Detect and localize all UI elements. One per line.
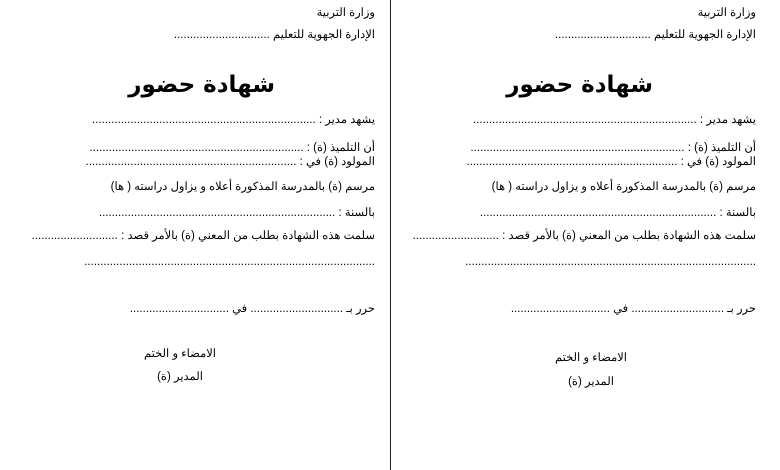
regional-admin-line: الإدارة الجهوية للتعليم .............................. <box>554 29 756 41</box>
certificate-title: شهادة حضور <box>128 72 275 98</box>
student-line: أن التلميذ (ة) : ................................................................... <box>470 142 756 154</box>
enrolled-line: مرسم (ة) بالمدرسة المذكورة أعلاه و يزاول دراسته ( ها) <box>110 181 375 193</box>
year-line: بالسنة : .......................................................................... <box>479 207 756 219</box>
born-line: المولود (ة) في : .................................................................. <box>466 156 756 168</box>
issued-for-line: سلمت هذه الشهادة بطلب من المعني (ة) بالأمر قصد : ........................... <box>412 230 756 242</box>
year-line: بالسنة : .......................................................................... <box>98 207 375 219</box>
written-at-line: حرر بـ ............................. في ............................... <box>510 303 756 315</box>
director-label: المدير (ة) <box>568 376 614 388</box>
extra-dotted-line: ........................................................................................... <box>84 256 375 268</box>
certificate-copy-right <box>391 0 780 470</box>
ministry-label: وزارة التربية <box>316 7 375 19</box>
written-at-line: حرر بـ ............................. في ............................... <box>129 303 375 315</box>
signature-label: الامضاء و الختم <box>144 348 216 360</box>
ministry-label: وزارة التربية <box>697 7 756 19</box>
student-line: أن التلميذ (ة) : ................................................................... <box>89 142 375 154</box>
signature-label: الامضاء و الختم <box>555 352 627 364</box>
issued-for-line: سلمت هذه الشهادة بطلب من المعني (ة) بالأمر قصد : ........................... <box>31 230 375 242</box>
certificate-title: شهادة حضور <box>506 72 653 98</box>
director-line: يشهد مدير : ...................................................................... <box>473 114 756 126</box>
extra-dotted-line: ........................................................................................... <box>465 256 756 268</box>
director-line: يشهد مدير : ...................................................................... <box>92 114 375 126</box>
director-label: المدير (ة) <box>157 371 203 383</box>
enrolled-line: مرسم (ة) بالمدرسة المذكورة أعلاه و يزاول دراسته ( ها) <box>491 181 756 193</box>
born-line: المولود (ة) في : .................................................................. <box>85 156 375 168</box>
regional-admin-line: الإدارة الجهوية للتعليم .............................. <box>173 29 375 41</box>
